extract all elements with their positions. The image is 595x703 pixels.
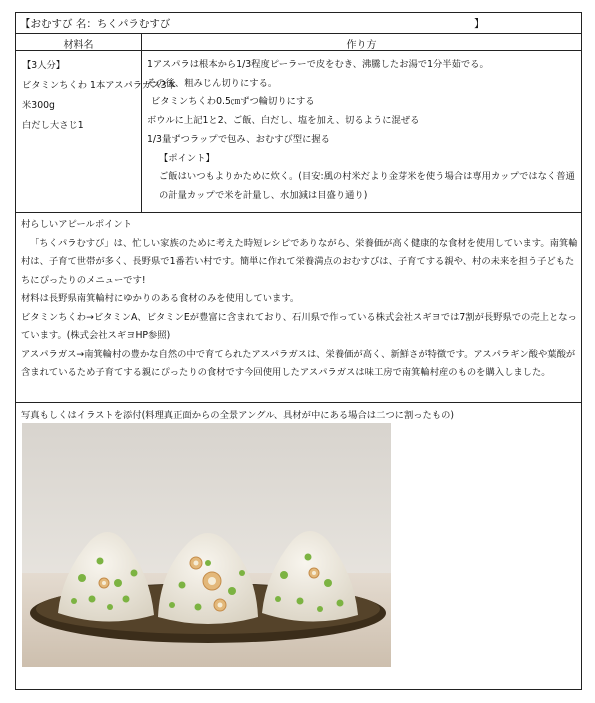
ingredients-header: 材料名 bbox=[63, 40, 94, 51]
appeal-section bbox=[16, 213, 581, 403]
appeal-content bbox=[21, 216, 578, 383]
appeal-paragraph: ビタミンちくわ→ビタミンA、ビタミンEが豊富に含まれており、石川県で作っている株式会社スギヨでは7割が長野県での売上となっています。(株式会社スギヨHP参照) bbox=[21, 311, 577, 341]
step-item: その後、粗みじん切りにする。 bbox=[147, 77, 278, 89]
method-steps bbox=[147, 56, 577, 206]
recipe-title: 【おむすび 名：ちくパラむすび bbox=[20, 18, 171, 30]
step-item: 1アスパラは根本から1/3程度ピーラーで皮をむき、沸騰したお湯で1分半茹でる。 bbox=[147, 59, 489, 70]
ingredient-item: 米300g bbox=[22, 100, 55, 111]
title-row bbox=[16, 13, 581, 34]
ingredient-list bbox=[22, 56, 176, 136]
method-header: 作り方 bbox=[346, 40, 377, 51]
ingredient-item: ビタミンちくわ 1本アスパラガス3本 bbox=[22, 80, 176, 91]
appeal-paragraph: アスパラガス→南箕輪村の豊かな自然の中で育てられたアスパラガスは、栄養価が高く、新鮮さが特徴です。アスパラギン酸や葉酸が含まれているため子育てする親にぴったりの食材です今回使用したアスパラガスは味工房で南箕輪村産のものを購入しました。 bbox=[21, 348, 576, 378]
step-item: 1/3量ずつラップで包み、おむすび型に握る bbox=[147, 133, 330, 145]
photo-caption: 写真もしくはイラストを添付(料理真正面からの全景アングル、具材が中にある場合は二つに割ったもの) bbox=[21, 410, 455, 421]
appeal-paragraph: 「ちくパラむすび」は、忙しい家族のために考えた時短レシピでありながら、栄養価が高く健康的な食材を使用しています。南箕輪村は、子育て世帯が多く、長野県で1番若い村です。簡単に作れて栄養満点のおむすびは、子育てする親や、村の未来を担う子どもたちにぴったりのメニューです! bbox=[21, 237, 578, 286]
point-note: ご飯はいつもよりかために炊く。(目安:風の村米だより金芽米を使う場合は専用カップではなく普通の計量カップで米を計量し、水加減は目盛り通り) bbox=[159, 171, 575, 201]
ingredient-item: 【3人分】 bbox=[22, 60, 66, 71]
ingredient-item: 白だし大さじ1 bbox=[22, 120, 84, 131]
onigiri-photo bbox=[22, 423, 391, 667]
recipe-body-row bbox=[16, 51, 581, 213]
step-item: ボウルに上記1と2、ご飯、白だし、塩を加え、切るように混ぜる bbox=[147, 115, 420, 127]
photo-section bbox=[16, 403, 581, 689]
title-close-bracket: 】 bbox=[474, 18, 485, 30]
column-divider bbox=[141, 51, 142, 212]
step-item: ビタミンちくわ0.5㎝ずつ輪切りにする bbox=[151, 96, 315, 108]
point-heading: 【ポイント】 bbox=[159, 152, 215, 164]
appeal-paragraph: 材料は長野県南箕輪村にゆかりのある食材のみを使用しています。 bbox=[21, 293, 300, 304]
onigiri-illustration bbox=[22, 423, 391, 667]
appeal-heading: 村らしいアピールポイント bbox=[21, 219, 133, 230]
recipe-form bbox=[15, 12, 582, 690]
column-header-row bbox=[16, 34, 581, 51]
